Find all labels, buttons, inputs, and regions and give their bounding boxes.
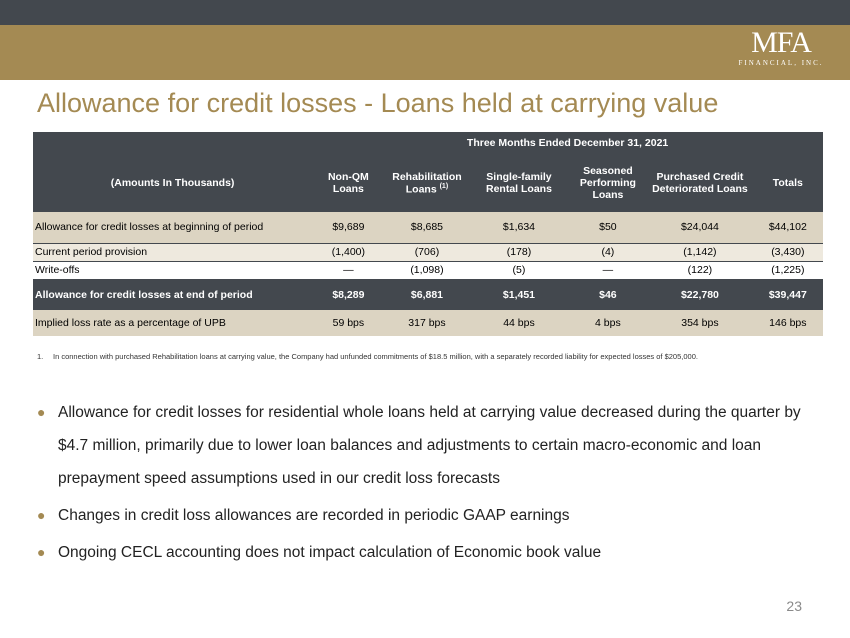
table-cell: 4 bps — [569, 310, 648, 336]
page-title: Allowance for credit losses - Loans held at carrying value — [37, 88, 719, 118]
table-cell: $22,780 — [647, 279, 752, 310]
table-cell: (178) — [469, 243, 568, 261]
table-cell: $8,289 — [312, 279, 384, 310]
table-cell: — — [569, 261, 648, 279]
footnote — [37, 351, 807, 362]
table-cell: 59 bps — [312, 310, 384, 336]
row-header: (Amounts In Thousands) — [33, 154, 312, 212]
table-cell: (5) — [469, 261, 568, 279]
table-cell: $44,102 — [753, 212, 823, 243]
table-cell: $50 — [569, 212, 648, 243]
table-cell: $39,447 — [753, 279, 823, 310]
period-header: Three Months Ended December 31, 2021 — [312, 132, 823, 154]
table-cell: $9,689 — [312, 212, 384, 243]
table-row — [33, 261, 823, 279]
top-bar — [0, 0, 850, 25]
footnote-number: 1. — [37, 352, 44, 361]
row-label: Allowance for credit losses at beginning of period — [33, 212, 312, 243]
table-cell: 354 bps — [647, 310, 752, 336]
row-label: Allowance for credit losses at end of period — [33, 279, 312, 310]
bullet-text: Allowance for credit losses for residential whole loans held at carrying value decreased during the quarter by $4.7 million, primarily due to lower loan balances and adjustments to certain macro-economic and loan prepayment speed assumptions used in our credit loss forecasts — [58, 404, 801, 487]
row-label: Current period provision — [33, 243, 312, 261]
mfa-logo — [686, 28, 836, 76]
table-cell: (3,430) — [753, 243, 823, 261]
table-row — [33, 279, 823, 310]
allowance-table — [33, 132, 823, 336]
table-cell: (122) — [647, 261, 752, 279]
col-header: Seasoned Performing Loans — [569, 154, 648, 212]
table-cell: $1,634 — [469, 212, 568, 243]
col-header: Purchased Credit Deteriorated Loans — [647, 154, 752, 212]
table-cell: (1,225) — [753, 261, 823, 279]
row-label: Write-offs — [33, 261, 312, 279]
col-header: Totals — [753, 154, 823, 212]
table-row — [33, 243, 823, 261]
table-cell: $1,451 — [469, 279, 568, 310]
bullet-item — [37, 536, 817, 569]
footnote-text: In connection with purchased Rehabilitation loans at carrying value, the Company had unfunded commitments of $18.5 million, with a separately recorded liability for expected losses of $205,000. — [53, 352, 698, 361]
table-cell: (1,142) — [647, 243, 752, 261]
table-cell: — — [312, 261, 384, 279]
table-cell: (1,400) — [312, 243, 384, 261]
bullet-dot-icon: ● — [37, 507, 46, 523]
table-cell: $8,685 — [385, 212, 470, 243]
bullet-text: Ongoing CECL accounting does not impact calculation of Economic book value — [58, 544, 602, 561]
bullet-item — [37, 499, 817, 532]
table-cell: $24,044 — [647, 212, 752, 243]
table-cell: (1,098) — [385, 261, 470, 279]
table-row — [33, 212, 823, 243]
table-cell: 146 bps — [753, 310, 823, 336]
table-cell: $6,881 — [385, 279, 470, 310]
bullet-item — [37, 396, 817, 495]
col-header: Non-QM Loans — [312, 154, 384, 212]
col-header: Rehabilitation Loans $^{(1)}$ — [385, 154, 470, 212]
logo-subtitle: FINANCIAL, INC. — [738, 59, 824, 67]
table-cell: (706) — [385, 243, 470, 261]
table-cell: 44 bps — [469, 310, 568, 336]
row-label: Implied loss rate as a percentage of UPB — [33, 310, 312, 336]
table-cell: 317 bps — [385, 310, 470, 336]
bullet-dot-icon: ● — [37, 404, 46, 420]
col-header: Single-family Rental Loans — [469, 154, 568, 212]
bullet-text: Changes in credit loss allowances are recorded in periodic GAAP earnings — [58, 507, 570, 524]
logo-mark: MFA — [751, 26, 811, 59]
page-number: 23 — [786, 598, 802, 614]
table-cell: (4) — [569, 243, 648, 261]
table-cell: $46 — [569, 279, 648, 310]
bullet-dot-icon: ● — [37, 544, 46, 560]
bullet-list — [37, 396, 817, 569]
table-row — [33, 310, 823, 336]
